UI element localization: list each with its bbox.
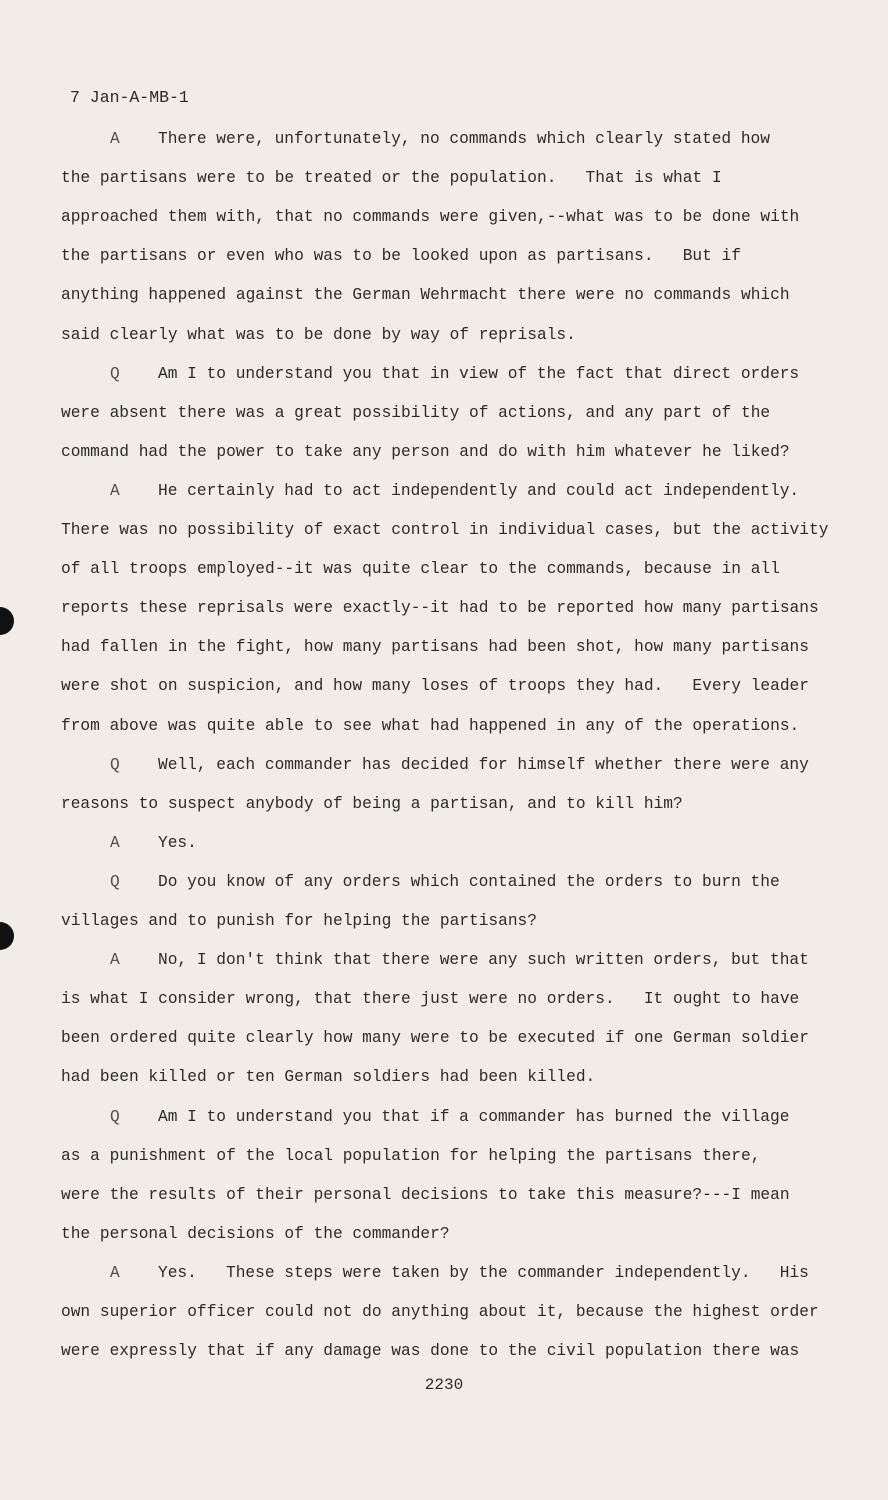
- text-line: [61, 1185, 790, 1205]
- paragraph-start-line: [110, 1107, 789, 1127]
- paragraph-start-line: [110, 364, 799, 384]
- line-text: of all troops employed--it was quite clear to the commands, because in all: [61, 560, 780, 579]
- line-text: Am I to understand you that if a commander has burned the village: [158, 1107, 790, 1126]
- line-text: had fallen in the fight, how many partisans had been shot, how many partisans: [61, 638, 809, 657]
- line-text: own superior officer could not do anything about it, because the highest order: [61, 1303, 819, 1321]
- line-text: from above was quite able to see what had happened in any of the operations.: [61, 716, 800, 735]
- answer-marker: A: [110, 481, 120, 500]
- text-line: [61, 442, 790, 462]
- line-text: command had the power to take any person and do with him whatever he liked?: [61, 442, 790, 461]
- text-line: [61, 207, 799, 227]
- line-text: been ordered quite clearly how many were to be executed if one German soldier: [61, 1029, 809, 1048]
- text-line: [61, 1341, 799, 1361]
- line-text: Well, each commander has decided for himself whether there were any: [158, 755, 809, 774]
- line-text: is what I consider wrong, that there just were no orders. It ought to have: [61, 990, 800, 1009]
- line-text: were expressly that if any damage was done to the civil population there was: [61, 1342, 800, 1361]
- answer-marker: A: [110, 1263, 120, 1282]
- punch-hole-bottom: [0, 922, 14, 950]
- text-line: [61, 520, 828, 540]
- text-line: [61, 989, 799, 1009]
- line-text: Yes.: [158, 833, 197, 852]
- line-text: the personal decisions of the commander?: [61, 1224, 450, 1243]
- line-text: were absent there was a great possibility of actions, and any part of the: [61, 403, 771, 422]
- text-line: [61, 911, 537, 931]
- text-line: [61, 1067, 595, 1087]
- text-line: [61, 1146, 760, 1166]
- line-text: said clearly what was to be done by way of reprisals.: [61, 325, 576, 344]
- text-line: [61, 246, 741, 266]
- line-text: reports these reprisals were exactly--it had to be reported how many partisans: [61, 599, 819, 618]
- text-line: [61, 637, 809, 657]
- paragraph-start-line: [110, 129, 770, 149]
- text-line: [61, 285, 790, 305]
- answer-marker: A: [110, 951, 120, 970]
- line-text: the partisans or even who was to be looked upon as partisans. But if: [61, 247, 741, 266]
- page-header: 7 Jan-A-MB-1: [70, 88, 189, 107]
- line-text: were the results of their personal decisions to take this measure?---I mean: [61, 1185, 790, 1204]
- line-text: the partisans were to be treated or the population. That is what I: [61, 169, 722, 188]
- text-line: [61, 1302, 819, 1322]
- line-text: anything happened against the German Wehrmacht there were no commands which: [61, 286, 790, 305]
- page-number: 2230: [424, 1376, 464, 1394]
- paragraph-start-line: [110, 1263, 809, 1283]
- text-line: [61, 794, 683, 814]
- text-line: [61, 403, 770, 423]
- paragraph-start-line: [110, 833, 197, 853]
- answer-marker: A: [110, 833, 120, 852]
- paragraph-start-line: [110, 481, 799, 501]
- line-text: Am I to understand you that in view of the fact that direct orders: [158, 364, 800, 383]
- line-text: villages and to punish for helping the partisans?: [61, 912, 537, 930]
- text-line: [61, 325, 576, 345]
- question-marker: Q: [110, 755, 120, 774]
- text-line: [61, 168, 722, 188]
- line-text: were shot on suspicion, and how many loses of troops they had. Every leader: [61, 677, 809, 696]
- punch-hole-top: [0, 607, 14, 635]
- text-line: [61, 1028, 809, 1048]
- line-text: Do you know of any orders which contained the orders to burn the: [158, 872, 780, 891]
- text-line: [61, 716, 799, 736]
- line-text: Yes. These steps were taken by the commander independently. His: [158, 1263, 809, 1282]
- line-text: approached them with, that no commands were given,--what was to be done with: [61, 208, 800, 227]
- text-line: [61, 559, 780, 579]
- line-text: as a punishment of the local population for helping the partisans there,: [61, 1146, 761, 1165]
- paragraph-start-line: [110, 755, 809, 775]
- text-line: [61, 598, 819, 618]
- question-marker: Q: [110, 1107, 120, 1126]
- line-text: There was no possibility of exact control in individual cases, but the activity: [61, 521, 829, 539]
- paragraph-start-line: [110, 872, 780, 892]
- text-line: [61, 676, 809, 696]
- line-text: There were, unfortunately, no commands which clearly stated how: [158, 130, 770, 148]
- line-text: He certainly had to act independently and could act independently.: [158, 481, 800, 500]
- answer-marker: A: [110, 130, 120, 148]
- paragraph-start-line: [110, 950, 809, 970]
- text-line: [61, 1224, 450, 1244]
- question-marker: Q: [110, 872, 120, 891]
- line-text: reasons to suspect anybody of being a partisan, and to kill him?: [61, 794, 683, 813]
- line-text: No, I don't think that there were any such written orders, but that: [158, 951, 809, 970]
- question-marker: Q: [110, 364, 120, 383]
- line-text: had been killed or ten German soldiers had been killed.: [61, 1068, 596, 1087]
